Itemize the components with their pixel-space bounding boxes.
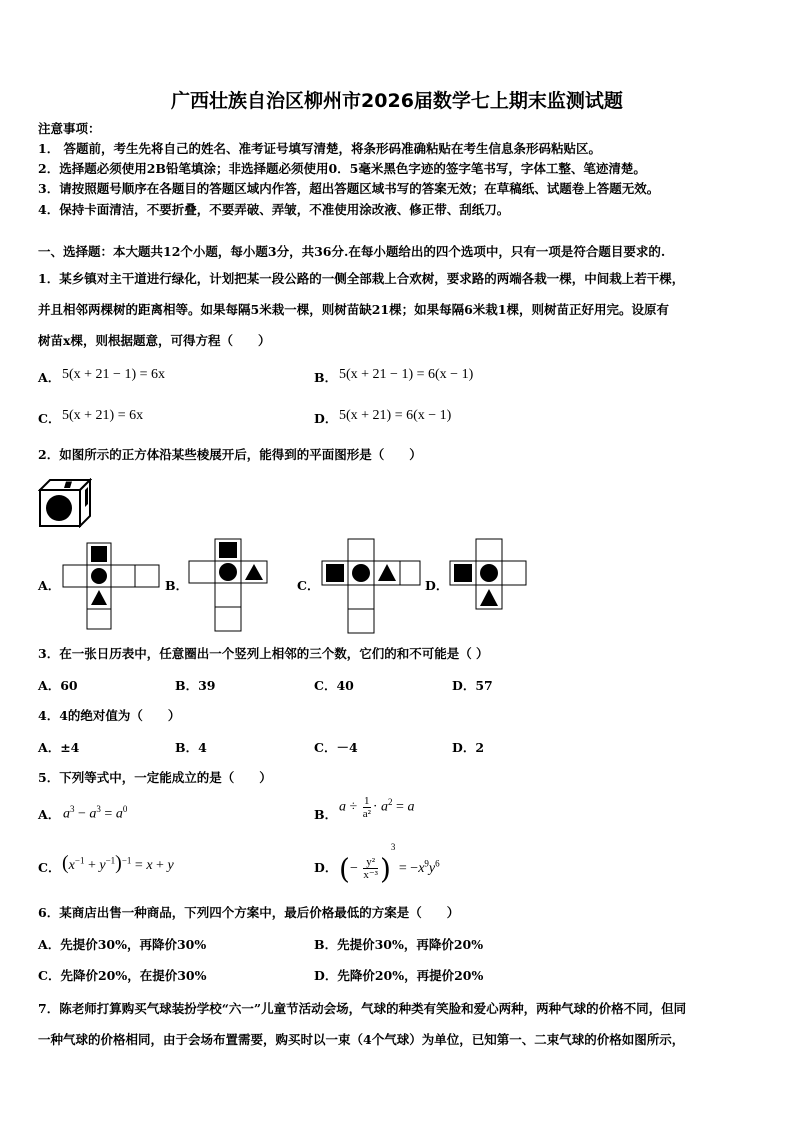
option-c-label: C． (38, 411, 61, 426)
option-d-label: D． (314, 860, 338, 875)
q3-option-d: D．57 (452, 678, 493, 693)
question-7-line: 7．陈老师打算购买气球装扮学校“六一”儿童节活动会场，气球的种类有笑脸和爱心两种，两种气球的价格不同，但同 (38, 1001, 687, 1016)
option-b-label: B． (314, 807, 338, 822)
net-c (320, 537, 422, 635)
net-d (448, 537, 528, 621)
cube-figure (38, 478, 92, 528)
question-4: 4．4的绝对值为（ ） (38, 708, 181, 723)
option-a-label: A． (38, 807, 61, 822)
q1-option-a: 5(x + 21 − 1) = 6x (62, 367, 166, 382)
question-1-line: 并且相邻两棵树的距离相等。如果每隔5米栽一棵，则树苗缺21棵；如果每隔6米栽1棵，则树苗正好用完。设原有 (38, 302, 669, 317)
notice-item: 3．请按照题号顺序在各题目的答题区域内作答，超出答题区域书写的答案无效；在草稿纸、试题卷上答题无效。 (38, 181, 660, 196)
notice-item: 4．保持卡面清洁，不要折叠，不要弄破、弄皱，不准使用涂改液、修正带、刮纸刀。 (38, 202, 510, 217)
question-6: 6．某商店出售一种商品，下列四个方案中，最后价格最低的方案是（ ） (38, 905, 460, 920)
q5-option-d: (− $\frac{\text{y²}}{\text{x⁻³}}$ )$^3 = -x^9y^6$ (339, 842, 440, 886)
option-a-label: A． (38, 578, 61, 593)
q5-option-c: $(x^{-1} + y^{-1})^{-1} = x + y$ (62, 852, 174, 874)
q3-option-c: C．40 (314, 678, 354, 693)
section-heading: 一、选择题：本大题共12个小题，每小题3分，共36分.在每小题给出的四个选项中，只有一项是符合题目要求的. (38, 244, 666, 259)
option-c-label: C． (297, 578, 320, 593)
q1-option-d: 5(x + 21) = 6(x − 1) (339, 408, 452, 423)
q1-option-b: 5(x + 21 − 1) = 6(x − 1) (339, 367, 474, 382)
option-b-label: B． (165, 578, 189, 593)
notice-heading: 注意事项： (38, 121, 101, 136)
option-d-label: D． (314, 411, 338, 426)
q4-option-b: B．4 (175, 740, 207, 755)
option-a-label: A． (38, 370, 61, 385)
question-3: 3．在一张日历表中，任意圈出一个竖列上相邻的三个数，它们的和不可能是（ ） (38, 646, 489, 661)
question-1-line: 树苗x棵，则根据题意，可得方程（ ） (38, 333, 271, 348)
q5-option-b: a ÷ $\frac{1}{\text{a²}}$ · $a^2 = a$ (339, 795, 415, 820)
question-7-line: 一种气球的价格相同，由于会场布置需要，购买时以一束（4个气球）为单位，已知第一、二束气球的价格如图所示， (38, 1032, 685, 1047)
notice-item: 1． 答题前，考生先将自己的姓名、准考证号填写清楚，将条形码准确粘贴在考生信息条形码粘贴区。 (38, 141, 602, 156)
q3-option-a: A．60 (38, 678, 78, 693)
question-2: 2．如图所示的正方体沿某些棱展开后，能得到的平面图形是（ ） (38, 447, 422, 462)
fraction-numerator: 1 (364, 795, 370, 807)
q5-option-a: $a^3 - a^3 = a^0$ (63, 804, 128, 822)
q1-option-c: 5(x + 21) = 6x (62, 408, 144, 423)
q4-option-c: C．－4 (314, 740, 358, 755)
option-b-label: B． (314, 370, 338, 385)
option-d-label: D． (425, 578, 449, 593)
q4-option-a: A．±4 (38, 740, 80, 755)
q6-option-b: B．先提价30%，再降价20% (314, 937, 484, 952)
fraction-numerator: y² (363, 856, 378, 869)
q6-option-c: C．先降价20%，在提价30% (38, 968, 207, 983)
option-c-label: C． (38, 860, 61, 875)
q6-option-a: A．先提价30%，再降价30% (38, 937, 207, 952)
question-1-line: 1．某乡镇对主干道进行绿化，计划把某一段公路的一侧全部栽上合欢树，要求路的两端各栽一棵，中间栽上若干棵， (38, 271, 685, 286)
q4-option-d: D．2 (452, 740, 485, 755)
question-5: 5．下列等式中，一定能成立的是（ ） (38, 770, 272, 785)
q3-option-b: B．39 (175, 678, 216, 693)
fraction-denominator: x⁻³ (363, 869, 378, 882)
notice-item: 2．选择题必须使用2B铅笔填涂；非选择题必须使用0．5毫米黑色字迹的签字笔书写，字体工整、笔迹清楚。 (38, 161, 646, 176)
net-a (60, 541, 160, 631)
q6-option-d: D．先降价20%，再提价20% (314, 968, 484, 983)
net-b (187, 537, 287, 633)
fraction-denominator: a² (362, 808, 371, 820)
page-title: 广西壮族自治区柳州市2026届数学七上期末监测试题 (171, 90, 623, 112)
